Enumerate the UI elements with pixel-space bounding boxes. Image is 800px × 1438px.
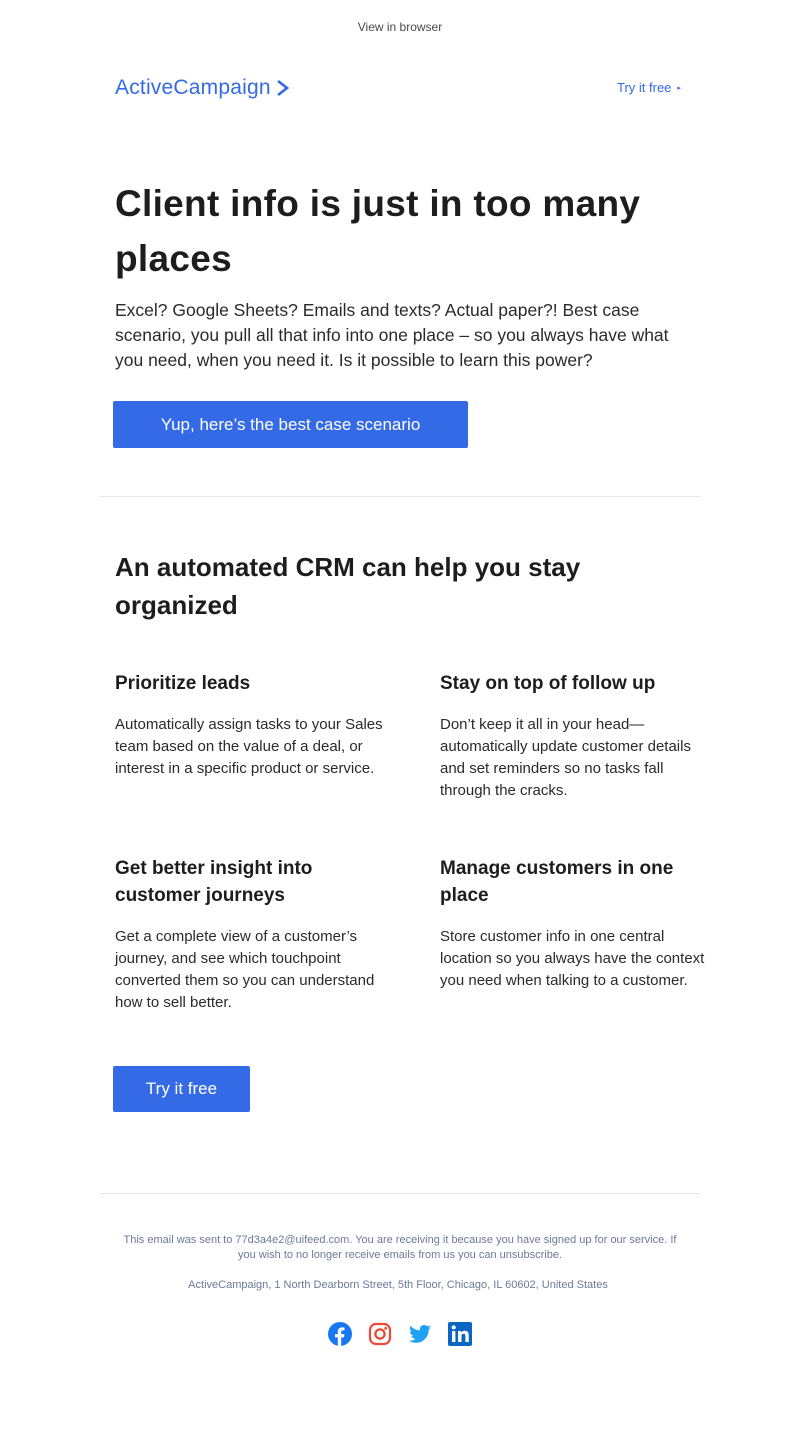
logo-chevron-icon	[276, 79, 289, 97]
instagram-icon[interactable]	[368, 1322, 392, 1346]
divider	[100, 496, 700, 497]
feature-title: Prioritize leads	[115, 673, 251, 694]
twitter-icon[interactable]	[408, 1322, 432, 1346]
feature-title: Get better insight into customer journeys	[115, 858, 313, 906]
hero-title: Client info is just in too many places	[115, 183, 641, 279]
feature-customer-journeys	[115, 855, 383, 1014]
hero-body: Excel? Google Sheets? Emails and texts? Actual paper?! Best case scenario, you pull all that info into one place – so you always have what you need, when you need it. Is it possible to learn this power?	[115, 300, 669, 370]
feature-manage-customers	[440, 855, 708, 992]
section-title: An automated CRM can help you stay organized	[115, 552, 581, 620]
linkedin-icon[interactable]	[448, 1322, 472, 1346]
arrow-right-icon: ▸	[677, 84, 681, 92]
feature-title: Manage customers in one place	[440, 858, 674, 906]
logo-wordmark: ActiveCampaign	[115, 76, 271, 99]
feature-prioritize-leads	[115, 670, 383, 780]
social-links	[328, 1322, 472, 1346]
feature-follow-up	[440, 670, 708, 802]
divider	[100, 1193, 700, 1194]
feature-title: Stay on top of follow up	[440, 673, 656, 694]
footer-notice: This email was sent to 77d3a4e2@uifeed.com. You are receiving it because you have signed up for our service. If you wish to no longer receive emails from us you can unsubscribe.	[123, 1234, 677, 1261]
feature-body: Automatically assign tasks to your Sales team based on the value of a deal, or interest in a specific product or service.	[115, 716, 383, 777]
feature-body: Get a complete view of a customer’s journey, and see which touchpoint converted them so you can understand how to sell better.	[115, 928, 375, 1011]
facebook-icon[interactable]	[328, 1322, 352, 1346]
footer-address: ActiveCampaign, 1 North Dearborn Street, 5th Floor, Chicago, IL 60602, United States	[188, 1279, 608, 1291]
view-in-browser-link[interactable]: View in browser	[357, 20, 443, 34]
best-case-scenario-button[interactable]: Yup, here’s the best case scenario	[113, 401, 468, 448]
feature-body: Don’t keep it all in your head—automatically update customer details and set reminders so no tasks fall through the cracks.	[440, 716, 691, 799]
header-try-free-link[interactable]	[617, 80, 681, 95]
feature-body: Store customer info in one central location so you always have the context you need when talking to a customer.	[440, 928, 705, 989]
activecampaign-logo[interactable]	[115, 76, 289, 100]
try-it-free-button[interactable]: Try it free	[113, 1066, 250, 1112]
header-cta-label: Try it free	[617, 80, 672, 95]
